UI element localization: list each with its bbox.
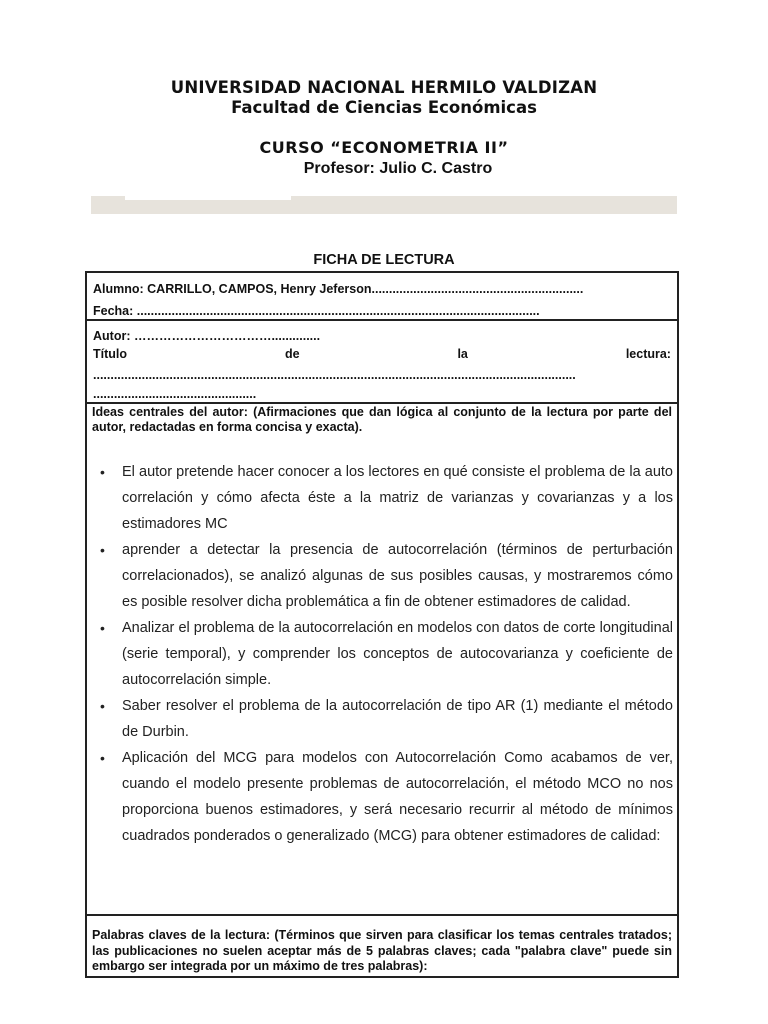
shaded-divider-bar (91, 196, 677, 214)
author-line: Autor: …………………………….............. (93, 329, 321, 343)
list-item (87, 745, 675, 849)
faculty-name: Facultad de Ciencias Económicas (231, 98, 537, 117)
form-title: FICHA DE LECTURA (313, 252, 455, 268)
bullet-icon: • (100, 620, 105, 636)
list-item-text: Analizar el problema de la autocorrelación en modelos con datos de corte longitudinal (serie temporal), y comprender los conceptos de autocovarianza y coeficiente de autocorrelación simple. (122, 620, 673, 688)
list-item-text: El autor pretende hacer conocer a los lectores en qué consiste el problema de la auto correlación y cómo afecta éste a la matriz de varianzas y covarianzas y a los estimadores MC (122, 464, 673, 532)
university-name: UNIVERSIDAD NACIONAL HERMILO VALDIZAN (170, 78, 598, 97)
title-word: la (457, 347, 468, 361)
list-item (87, 693, 675, 745)
list-item-text: Saber resolver el problema de la autocorrelación de tipo AR (1) mediante el método de Durbin. (122, 698, 673, 740)
list-item-text: Aplicación del MCG para modelos con Autocorrelación Como acabamos de ver, cuando el modelo presente problemas de autocorrelación, el método MCO no nos proporciona buenos estimadores, y será necesario recurrir al método de mínimos cuadrados ponderados o generalizado (MCG) para obtener estimadores de calidad: (122, 750, 673, 844)
central-ideas-list (87, 459, 675, 849)
course-name: CURSO “ECONOMETRIA II” (259, 138, 509, 157)
central-ideas-box (85, 402, 679, 916)
keywords-heading: Palabras claves de la lectura: (Términos que sirven para clasificar los temas centrales tratados; las publicaciones no suelen aceptar más de 5 palabras claves; cada "palabra clave" puede sin embargo ser integrada por un máximo de tres palabras): (92, 928, 672, 973)
title-dots-line-2: ............................................... (93, 387, 257, 401)
author-info-box (85, 319, 679, 404)
list-item (87, 537, 675, 615)
date-line: Fecha: .................................................................................................................... (93, 304, 540, 318)
title-word: Título (93, 347, 128, 361)
bullet-icon: • (100, 750, 105, 766)
student-name-line: Alumno: CARRILLO, CAMPOS, Henry Jeferson............................................................. (93, 282, 584, 296)
professor-name: Profesor: Julio C. Castro (303, 160, 493, 177)
bullet-icon: • (100, 698, 105, 714)
title-word: de (284, 347, 300, 361)
divider-notch (125, 196, 291, 200)
bullet-icon: • (100, 542, 105, 558)
keywords-box (85, 914, 679, 978)
list-item-text: aprender a detectar la presencia de autocorrelación (términos de perturbación correlacionados), se analizó algunas de sus posibles causas, y mostraremos cómo es posible resolver dicha problemática a fin de obtener estimadores de calidad. (122, 542, 673, 610)
student-info-box (85, 271, 679, 321)
title-word: lectura: (625, 347, 671, 361)
title-dots-line: ........................................................................................................................................... (93, 368, 576, 382)
central-ideas-heading: Ideas centrales del autor: (Afirmaciones que dan lógica al conjunto de la lectura por parte del autor, redactadas en forma concisa y exacta). (92, 405, 672, 434)
reading-title-line (93, 347, 671, 361)
list-item (87, 459, 675, 537)
list-item (87, 615, 675, 693)
bullet-icon: • (100, 464, 105, 480)
